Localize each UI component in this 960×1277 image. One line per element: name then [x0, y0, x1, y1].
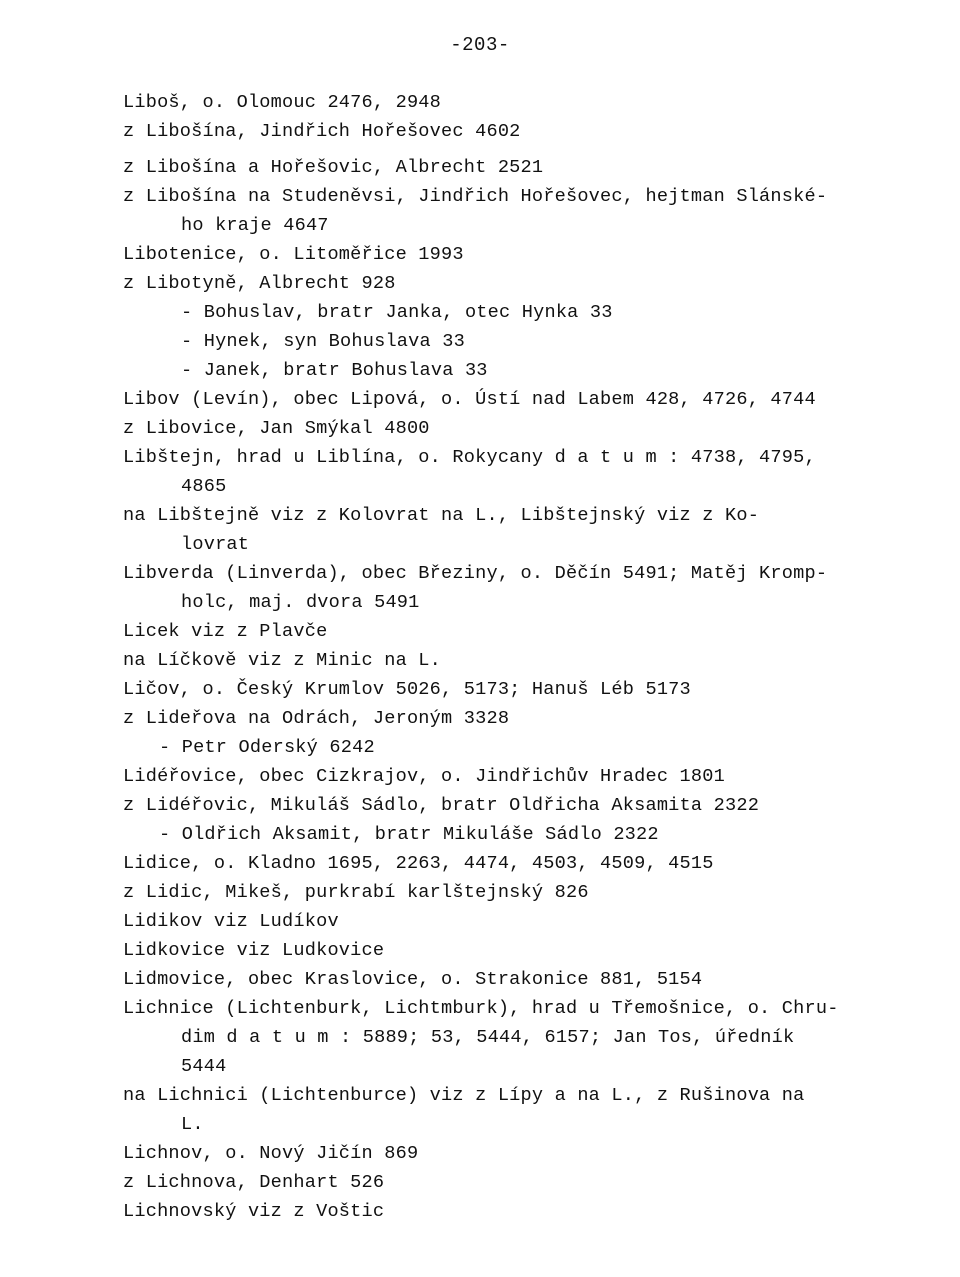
index-entry: na Libštejně viz z Kolovrat na L., Libštejnský viz z Ko-: [123, 505, 760, 526]
index-entry-continuation: ho kraje 4647: [181, 215, 329, 236]
index-entry: Licek viz z Plavče: [123, 621, 328, 642]
index-entry-continuation: - Janek, bratr Bohuslava 33: [181, 360, 488, 381]
index-entry-continuation: L.: [181, 1114, 204, 1135]
index-entry: z Lichnova, Denhart 526: [123, 1172, 385, 1193]
index-entry: Lichnovský viz z Voštic: [123, 1201, 385, 1222]
index-entry-continuation: dim d a t u m : 5889; 53, 5444, 6157; Jan Tos, úředník: [181, 1027, 795, 1048]
index-entry: Libštejn, hrad u Liblína, o. Rokycany d a t u m : 4738, 4795,: [123, 447, 816, 468]
index-entry: z Lidic, Mikeš, purkrabí karlštejnský 826: [123, 882, 589, 903]
index-entry: z Lidéřovic, Mikuláš Sádlo, bratr Oldřicha Aksamita 2322: [123, 795, 760, 816]
index-entry: Lidikov viz Ludíkov: [123, 911, 339, 932]
page-number: -203-: [450, 34, 510, 56]
index-entry: z Libotyně, Albrecht 928: [123, 273, 396, 294]
index-list: [123, 88, 863, 1226]
index-entry-continuation: - Bohuslav, bratr Janka, otec Hynka 33: [181, 302, 613, 323]
index-entry-continuation: - Hynek, syn Bohuslava 33: [181, 331, 465, 352]
index-entry-continuation: holc, maj. dvora 5491: [181, 592, 420, 613]
index-entry: Lidéřovice, obec Cizkrajov, o. Jindřichův Hradec 1801: [123, 766, 725, 787]
spacer: [123, 146, 863, 153]
index-entry: z Lideřova na Odrách, Jeroným 3328: [123, 708, 510, 729]
index-entry: na Lichnici (Lichtenburce) viz z Lípy a na L., z Rušinova na: [123, 1085, 805, 1106]
index-entry: Libotenice, o. Litoměřice 1993: [123, 244, 464, 265]
index-entry: Lidmovice, obec Kraslovice, o. Strakonice 881, 5154: [123, 969, 703, 990]
index-entry: z Libovice, Jan Smýkal 4800: [123, 418, 430, 439]
index-entry: z Libošína a Hořešovic, Albrecht 2521: [123, 157, 544, 178]
index-entry: Lichnov, o. Nový Jičín 869: [123, 1143, 419, 1164]
index-entry: Libverda (Linverda), obec Březiny, o. Děčín 5491; Matěj Kromp-: [123, 563, 828, 584]
index-entry: Lichnice (Lichtenburk, Lichtmburk), hrad u Třemošnice, o. Chru-: [123, 998, 839, 1019]
index-entry: Lidice, o. Kladno 1695, 2263, 4474, 4503, 4509, 4515: [123, 853, 714, 874]
index-entry: Liboš, o. Olomouc 2476, 2948: [123, 92, 442, 113]
index-entry: na Líčkově viz z Minic na L.: [123, 650, 442, 671]
index-entry: Lidkovice viz Ludkovice: [123, 940, 385, 961]
index-entry: z Libošína na Studeněvsi, Jindřich Hořešovec, hejtman Slánské-: [123, 186, 828, 207]
index-entry-continuation: 5444: [181, 1056, 227, 1077]
index-entry-continuation: lovrat: [181, 534, 250, 555]
index-entry: Libov (Levín), obec Lipová, o. Ústí nad Labem 428, 4726, 4744: [123, 389, 816, 410]
index-entry-continuation: - Petr Oderský 6242: [159, 737, 375, 758]
index-entry: z Libošína, Jindřich Hořešovec 4602: [123, 121, 521, 142]
index-entry: Ličov, o. Český Krumlov 5026, 5173; Hanuš Léb 5173: [123, 679, 691, 700]
index-entry-continuation: - Oldřich Aksamit, bratr Mikuláše Sádlo 2322: [159, 824, 659, 845]
index-entry-continuation: 4865: [181, 476, 227, 497]
